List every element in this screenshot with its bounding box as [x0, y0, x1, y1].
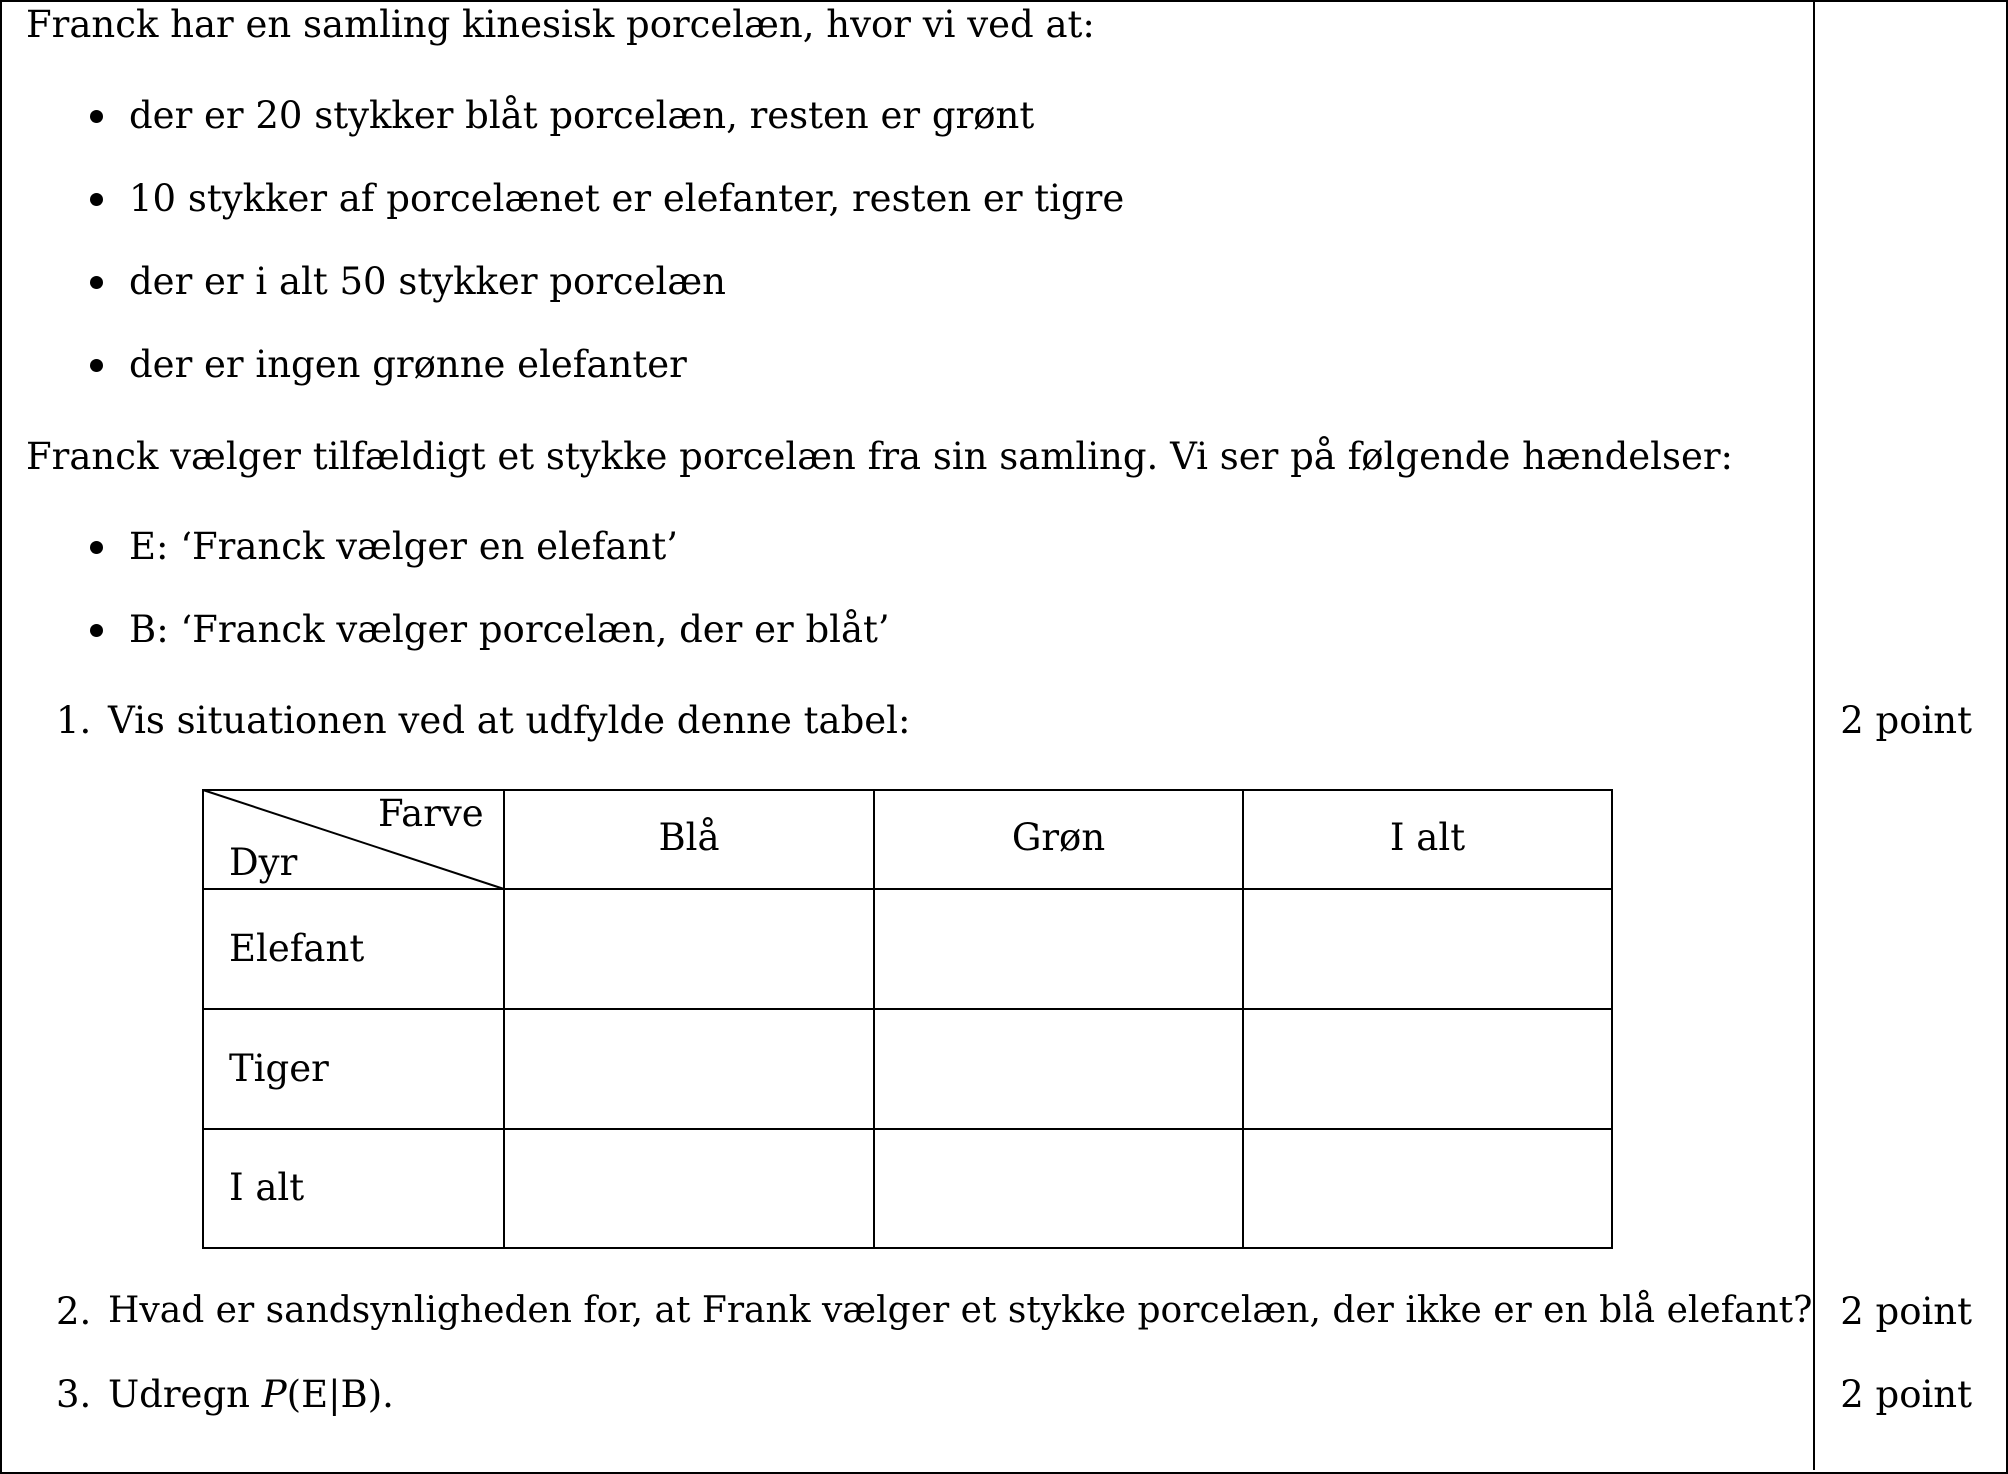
- bullet-marker: [90, 193, 103, 206]
- question-text-prefix: Udregn: [108, 1373, 262, 1416]
- question-text: Vis situationen ved at udfylde denne tabel:: [108, 699, 911, 742]
- bullet-marker: [90, 541, 103, 554]
- bullet-marker: [90, 359, 103, 372]
- question-number: 3.: [56, 1373, 92, 1416]
- question-text-suffix: (E|B).: [286, 1373, 394, 1416]
- corner-row-label: Dyr: [229, 841, 298, 884]
- question-points: 2 point: [1840, 1373, 1972, 1416]
- event-item: B: ‘Franck vælger porcelæn, der er blåt’: [129, 608, 890, 651]
- event-item: E: ‘Franck vælger en elefant’: [129, 525, 679, 568]
- fact-item: der er ingen grønne elefanter: [129, 343, 687, 386]
- row-header-total: I alt: [229, 1166, 305, 1209]
- question-text: Hvad er sandsynligheden for, at Frank vælger et stykke porcelæn, der ikke er en blå elefant?: [108, 1290, 1813, 1331]
- corner-column-label: Farve: [378, 792, 484, 835]
- row-header-elefant: Elefant: [229, 927, 365, 970]
- column-header-total: I alt: [1389, 816, 1466, 859]
- contingency-table: [202, 789, 1613, 1249]
- column-header-gron: Grøn: [1011, 816, 1106, 859]
- setup-text: Franck vælger tilfældigt et stykke porcelæn fra sin samling. Vi ser på følgende hændelser:: [26, 435, 1734, 478]
- probability-symbol: P: [261, 1373, 287, 1416]
- bullet-marker: [90, 276, 103, 289]
- question-points: 2 point: [1840, 699, 1972, 742]
- question-text: [108, 1373, 394, 1416]
- fact-item: der er 20 stykker blåt porcelæn, resten er grønt: [129, 94, 1035, 137]
- fact-item: 10 stykker af porcelænet er elefanter, resten er tigre: [129, 177, 1125, 220]
- question-number: 2.: [56, 1290, 92, 1333]
- fact-item: der er i alt 50 stykker porcelæn: [129, 260, 726, 303]
- bullet-marker: [90, 624, 103, 637]
- column-header-bla: Blå: [658, 816, 720, 859]
- question-number: 1.: [56, 699, 92, 742]
- intro-text: Franck har en samling kinesisk porcelæn, hvor vi ved at:: [26, 3, 1095, 46]
- points-column-divider: [1813, 0, 1815, 1470]
- question-points: 2 point: [1840, 1290, 1972, 1333]
- bullet-marker: [90, 110, 103, 123]
- row-header-tiger: Tiger: [229, 1047, 329, 1090]
